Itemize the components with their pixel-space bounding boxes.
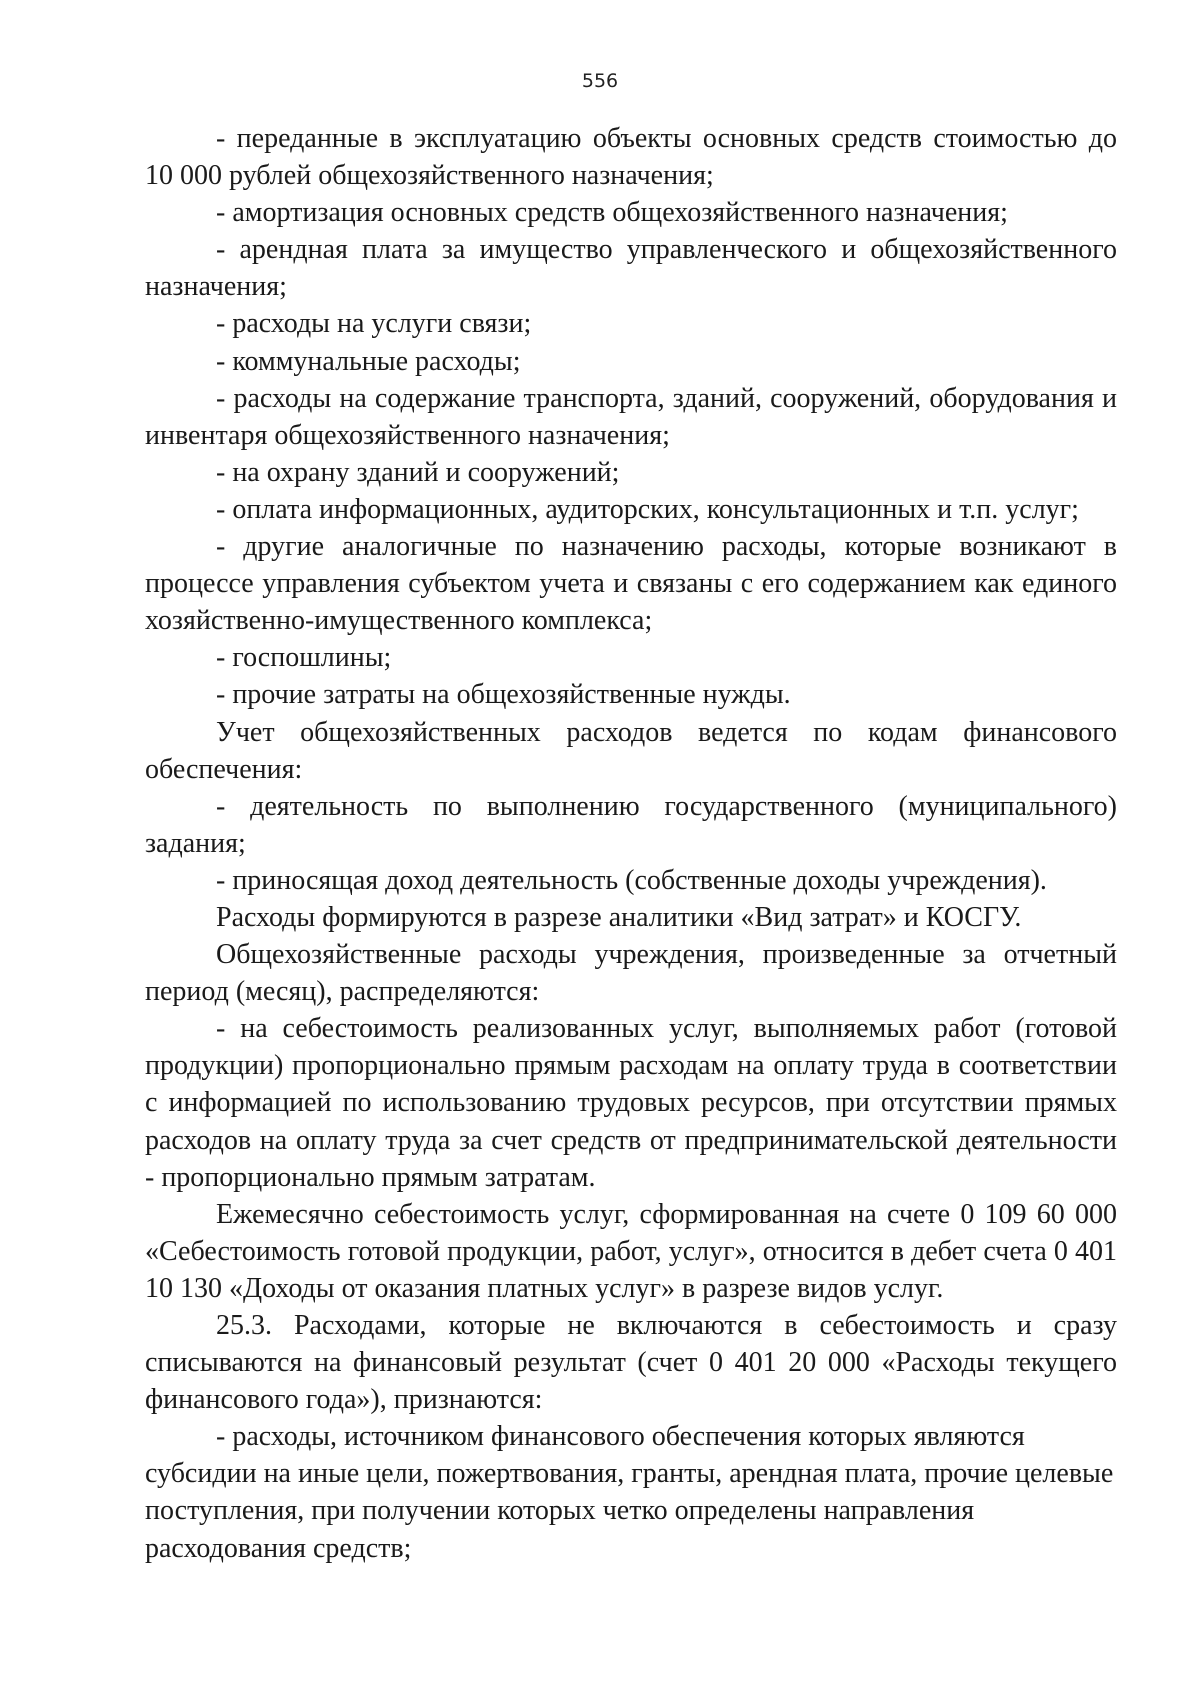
- paragraph: Учет общехозяйственных расходов ведется по кодам финансового обеспечения:: [145, 716, 1117, 785]
- paragraph: - госпошлины;: [216, 642, 392, 674]
- paragraph: - на охрану зданий и сооружений;: [216, 456, 620, 488]
- paragraph: - расходы на услуги связи;: [216, 308, 532, 340]
- paragraph: Расходы формируются в разрезе аналитики «Вид затрат» и КОСГУ.: [216, 901, 1022, 933]
- paragraph: - амортизация основных средств общехозяйственного назначения;: [216, 197, 1008, 229]
- paragraph: 25.3. Расходами, которые не включаются в себестоимость и сразу списываются на финансовый результат (счет 0 401 20 000 «Расходы текущего финансового года»), признаются:: [145, 1310, 1117, 1416]
- paragraph: - расходы, источником финансового обеспечения которых являются субсидии на иные цели, пожертвования, гранты, арендная плата, прочие целевые поступления, при получении которых четко определены направления расходования средств;: [145, 1421, 1114, 1564]
- paragraph: - расходы на содержание транспорта, зданий, сооружений, оборудования и инвентаря общехозяйственного назначения;: [145, 382, 1117, 451]
- paragraph: - на себестоимость реализованных услуг, выполняемых работ (готовой продукции) пропорционально прямым расходам на оплату труда в соответствии с информацией по использованию трудовых ресурсов, при отсутствии прямых расходов на оплату труда за счет средств от предпринимательской деятельности - пропорционально прямым затратам.: [145, 1013, 1117, 1193]
- paragraph: Общехозяйственные расходы учреждения, произведенные за отчетный период (месяц), распределяются:: [145, 939, 1117, 1008]
- paragraph: - другие аналогичные по назначению расходы, которые возникают в процессе управления субъектом учета и связаны с его содержанием как единого хозяйственно-имущественного комплекса;: [145, 531, 1117, 637]
- paragraph: - арендная плата за имущество управленческого и общехозяйственного назначения;: [145, 234, 1117, 303]
- paragraph: - переданные в эксплуатацию объекты основных средств стоимостью до 10 000 рублей общехозяйственного назначения;: [145, 123, 1117, 192]
- paragraph: - деятельность по выполнению государственного (муниципального) задания;: [145, 790, 1117, 859]
- document-body: [145, 120, 1117, 1567]
- paragraph: - коммунальные расходы;: [216, 345, 521, 377]
- paragraph: - прочие затраты на общехозяйственные нужды.: [216, 679, 791, 711]
- paragraph: - оплата информационных, аудиторских, консультационных и т.п. услуг;: [216, 493, 1079, 525]
- paragraph: - приносящая доход деятельность (собственные доходы учреждения).: [216, 864, 1047, 896]
- paragraph: Ежемесячно себестоимость услуг, сформированная на счете 0 109 60 000 «Себестоимость готовой продукции, работ, услуг», относится в дебет счета 0 401 10 130 «Доходы от оказания платных услуг» в разрезе видов услуг.: [145, 1198, 1117, 1304]
- page-number: 556: [581, 70, 619, 92]
